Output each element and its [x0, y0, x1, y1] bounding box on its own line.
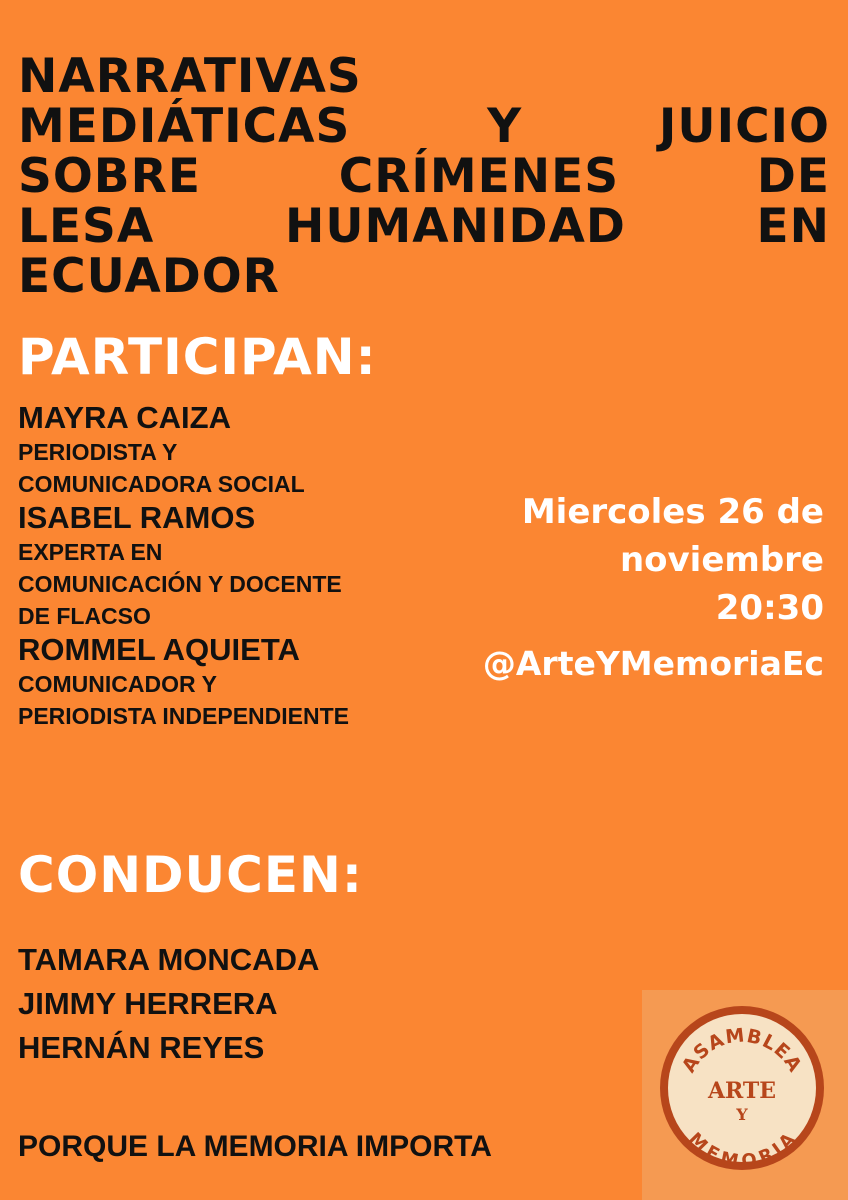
- participant-role: COMUNICADOR Y: [18, 671, 217, 697]
- logo-bottom-text: MEMORIA: [683, 1128, 801, 1172]
- title-line-3: SOBRE CRÍMENES DE: [18, 149, 830, 204]
- title-line-1: NARRATIVAS: [18, 49, 362, 104]
- participant-role: PERIODISTA INDEPENDIENTE: [18, 703, 349, 729]
- event-time: 20:30: [715, 588, 824, 628]
- participant-role: COMUNICACIÓN Y DOCENTE: [18, 571, 342, 597]
- event-date-line-1: Miercoles 26 de: [521, 492, 824, 532]
- hosts-list: [18, 938, 319, 1070]
- participant-role: PERIODISTA Y: [18, 439, 178, 465]
- participant-role: COMUNICADORA SOCIAL: [18, 471, 305, 497]
- title-line-2: MEDIÁTICAS Y JUICIO: [18, 99, 830, 154]
- participant-role: EXPERTA EN: [18, 539, 163, 565]
- hosts-heading: CONDUCEN:: [18, 846, 363, 904]
- title-line-5: ECUADOR: [18, 249, 280, 304]
- logo-middle-text: ARTE: [707, 1078, 777, 1104]
- participant-name: ROMMEL AQUIETA: [18, 632, 300, 667]
- event-date-line-2: noviembre: [619, 540, 824, 580]
- participant-name: MAYRA CAIZA: [18, 400, 231, 435]
- poster-title: [18, 49, 830, 304]
- event-datetime: [404, 488, 824, 632]
- host-name: HERNÁN REYES: [18, 1030, 265, 1065]
- host-name: TAMARA MONCADA: [18, 942, 320, 977]
- social-handle: @ArteYMemoriaEc: [482, 644, 824, 683]
- asamblea-logo: [658, 1004, 826, 1172]
- title-line-4: LESA HUMANIDAD EN: [18, 199, 830, 254]
- footer-tagline: PORQUE LA MEMORIA IMPORTA: [18, 1130, 492, 1163]
- participant-name: ISABEL RAMOS: [18, 500, 256, 535]
- participant-role: DE FLACSO: [18, 603, 151, 629]
- logo-top-text: ASAMBLEA: [677, 1024, 807, 1077]
- participants-heading: PARTICIPAN:: [18, 328, 377, 386]
- host-name: JIMMY HERRERA: [18, 986, 278, 1021]
- logo-connector: Y: [736, 1105, 748, 1124]
